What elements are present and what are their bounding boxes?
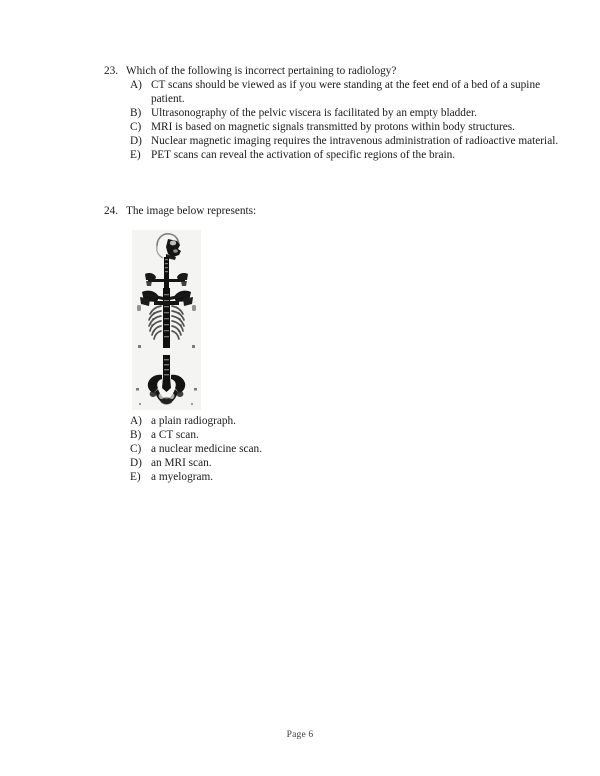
option-24-c-letter: C) [130,443,142,455]
option-24-b-letter: B) [130,429,142,441]
option-23-a-letter: A) [130,79,142,91]
question-23-text: Which of the following is incorrect pertaining to radiology? [126,65,397,77]
option-24-d-letter: D) [130,457,142,469]
question-24-options [104,414,544,484]
option-24-a[interactable] [104,414,544,428]
option-24-e-letter: E) [130,471,141,483]
thorax-panel [132,288,201,355]
option-24-c-text: a nuclear medicine scan. [151,443,263,455]
option-24-e-text: a myelogram. [151,471,214,483]
question-23-options [104,78,564,162]
head-and-neck-panel [132,230,201,288]
option-24-b-text: a CT scan. [151,429,199,441]
option-23-c[interactable] [104,120,564,134]
option-23-a[interactable] [104,78,564,106]
bone-scan-figure [132,230,201,410]
option-23-e-letter: E) [130,149,141,161]
option-23-d[interactable] [104,134,564,148]
option-23-d-letter: D) [130,135,142,147]
option-23-b-text: Ultrasonography of the pelvic viscera is facilitated by an empty bladder. [151,107,477,119]
option-23-c-letter: C) [130,121,142,133]
option-24-b[interactable] [104,428,544,442]
question-24 [104,204,564,218]
option-23-b-letter: B) [130,107,142,119]
question-23 [104,64,564,162]
page-footer: Page 6 [286,730,314,740]
option-23-e-text: PET scans can reveal the activation of specific regions of the brain. [151,149,456,161]
option-24-c[interactable] [104,442,544,456]
option-24-e[interactable] [104,470,544,484]
option-24-a-letter: A) [130,415,142,427]
option-24-d-text: an MRI scan. [151,457,212,469]
question-24-number: 24. [104,205,119,217]
question-23-stem [104,64,564,78]
question-23-number: 23. [104,65,119,77]
question-24-text: The image below represents: [126,205,257,217]
option-23-e[interactable] [104,148,564,162]
option-24-a-text: a plain radiograph. [151,415,237,427]
option-23-a-text: CT scans should be viewed as if you were standing at the feet end of a bed of a supine patient. [151,79,541,105]
pelvis-panel [132,355,201,410]
option-24-d[interactable] [104,456,544,470]
option-23-d-text: Nuclear magnetic imaging requires the intravenous administration of radioactive material. [151,135,559,147]
option-23-c-text: MRI is based on magnetic signals transmitted by protons within body structures. [151,121,515,133]
question-24-stem [104,204,564,218]
option-23-b[interactable] [104,106,564,120]
